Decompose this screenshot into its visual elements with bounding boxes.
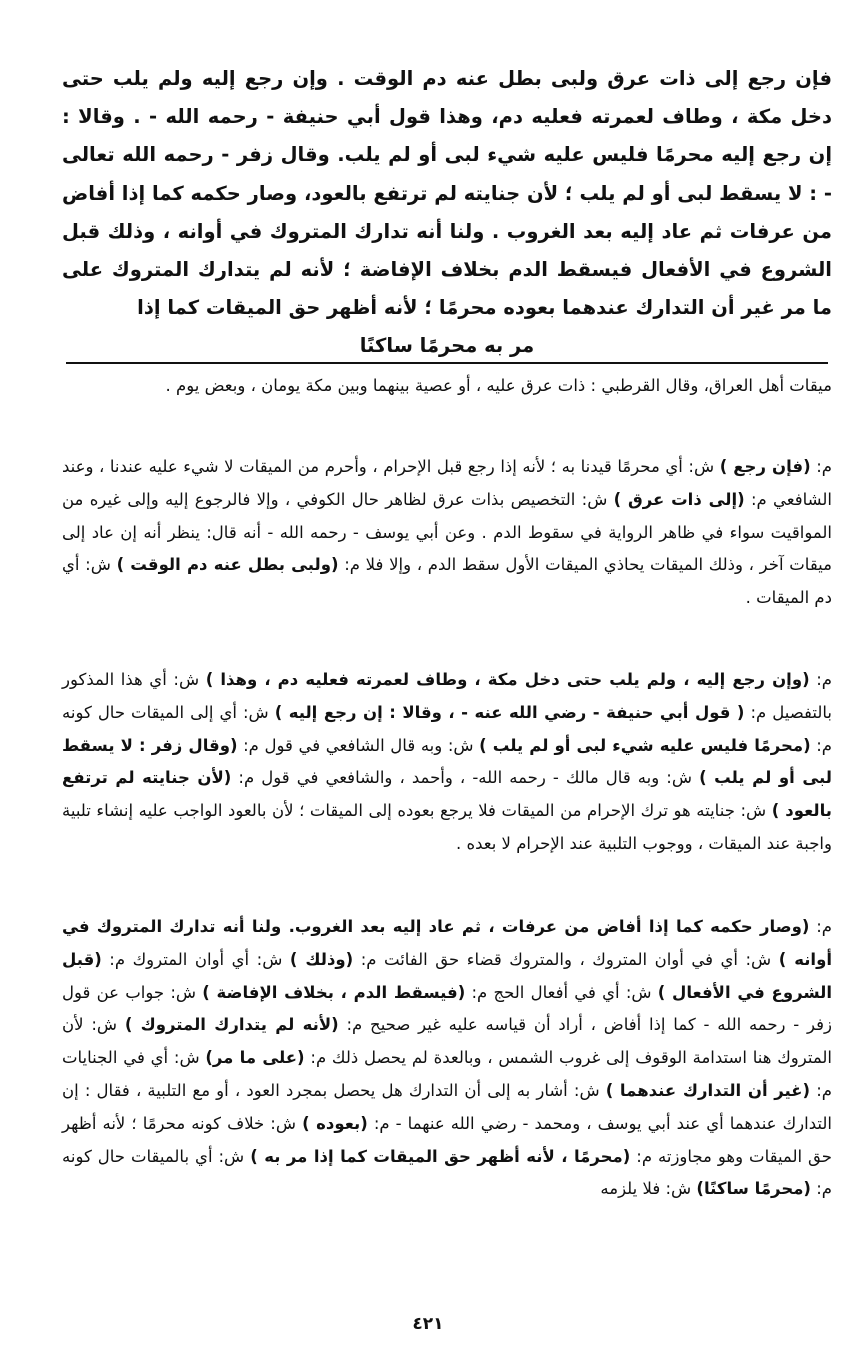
quoted-matn-text: (قبل الشروع في الأفعال ) [62, 949, 832, 1002]
commentary-text: ش: أي محرمًا قيدنا به ؛ لأنه إذا رجع قبل الإحرام ، وأحرم من الميقات لا شيء عليه عندنا ، وعند الشافعي م: [62, 457, 832, 509]
quoted-matn-text: ( قول أبي حنيفة - رضي الله عنه - ، وقالا : إن رجع إليه ) [274, 702, 745, 722]
commentary-text: ش: وبه قال الشافعي في قول م: [237, 735, 480, 755]
quoted-matn-text: (وذلك ) [289, 949, 354, 969]
page-number: ٤٢١ [412, 1314, 444, 1334]
quoted-matn-text: (محرمًا فليس عليه شيء لبى أو لم يلب ) [479, 735, 811, 755]
quoted-matn-text: (وإن رجع إليه ، ولم يلب حتى دخل مكة ، وطاف لعمرته فعليه دم ، وهذا ) [205, 670, 810, 689]
commentary-text: م: [809, 917, 832, 936]
commentary-text: ش: فلا يلزمه [600, 1179, 697, 1199]
commentary-text: ش: خلاف كونه محرمًا ؛ لأنه أظهر حق الميقات وهو مجاوزته م: [62, 1113, 833, 1166]
commentary-text: ش: أي في أفعال الحج م: [465, 982, 658, 1002]
footnote-divider [66, 362, 828, 364]
commentary-text: ش: أي بالميقات حال كونه م: [62, 1146, 832, 1199]
main-text-last-line: مر به محرمًا ساكنًا [359, 334, 535, 358]
quoted-matn-text: (ولبى بطل عنه دم الوقت ) [116, 555, 339, 575]
commentary-paragraph [62, 370, 832, 403]
commentary-text: ش: أي إلى الميقات حال كونه م: [62, 702, 832, 755]
commentary-text: ش: أي دم الميقات . [62, 555, 832, 608]
main-text-body: فإن رجع إلى ذات عرق ولبى بطل عنه دم الوقت . وإن رجع إليه ولم يلب حتى دخل مكة ، وطاف لعمرته فعليه دم، وهذا قول أبي حنيفة - رحمه الله - . وقالا : إن رجع إليه محرمًا فليس عليه شيء لبى أو لم يلب. وقال زفر - رحمه الله تعالى - : لا يسقط لبى أو لم يلب ؛ لأن جنايته لم ترتفع بالعود، وصار حكمه كما إذا أفاض من عرفات ثم عاد إليه بعد الغروب . ولنا أنه تدارك المتروك في أوانه ، وذلك قبل الشروع في الأفعال فيسقط الدم بخلاف الإفاضة ؛ لأنه لم يتدارك المتروك على ما مر غير أن التدارك عندهما بعوده محرمًا ؛ لأنه أظهر حق الميقات كما إذا [62, 67, 832, 320]
commentary-text: ش: لأن المتروك هنا استدامة الوقوف إلى غروب الشمس ، وبالعدة لم يحصل ذلك م: [62, 1015, 832, 1068]
commentary-text: ش: وبه قال مالك - رحمه الله- ، وأحمد ، والشافعي في قول م: [231, 768, 700, 788]
quoted-matn-text: (على ما مر) [205, 1048, 305, 1068]
commentary-text: ش: جواب عن قول زفر - رحمه الله - كما إذا أفاض ، أراد أن قياسه عليه غير صحيح م: [62, 982, 833, 1035]
commentary-text: م: [809, 670, 832, 689]
commentary-paragraph [62, 451, 832, 615]
quoted-matn-text: (فيسقط الدم ، بخلاف الإفاضة ) [202, 982, 466, 1002]
quoted-matn-text: (محرمًا ، لأنه أظهر حق الميقات كما إذا مر به ) [250, 1146, 631, 1166]
quoted-matn-text: (لأن جنايته لم ترتفع بالعود ) [62, 768, 832, 821]
commentary-text: ش: أشار به إلى أن التدارك هل يحصل بمجرد العود ، أو مع التلبية ، فقال : إن التدارك عندهما أي عند أبي يوسف ، ومحمد - رضي الله عنهما - م: [62, 1080, 832, 1133]
commentary-paragraph [62, 664, 832, 861]
commentary-text: م: [810, 457, 832, 476]
quoted-matn-text: (إلى ذات عرق ) [613, 489, 745, 509]
quoted-matn-text: (وصار حكمه كما إذا أفاض من عرفات ، ثم عاد إليه بعد الغروب. ولنا أنه تدارك المتروك في أوانه ) [62, 917, 832, 969]
commentary-text: ش: أي في الجنايات م: [62, 1048, 832, 1100]
quoted-matn-text: (بعوده ) [302, 1113, 368, 1133]
quoted-matn-text: (فإن رجع ) [719, 457, 811, 476]
main-text [62, 60, 832, 366]
commentary-text: ش: أي هذا المذكور بالتفصيل م: [62, 670, 832, 722]
quoted-matn-text: (غير أن التدارك عندهما ) [605, 1080, 811, 1100]
quoted-matn-text: (محرمًا ساكنًا) [696, 1179, 811, 1199]
quoted-matn-text: (وقال زفر : لا يسقط لبى أو لم يلب ) [62, 735, 832, 788]
commentary-text: ش: جنايته هو ترك الإحرام من الميقات فلا يرجع بعوده إلى الميقات ؛ لأن بالعود الواجب عليه إنشاء تلبية واجبة عند الميقات ، ووجوب التلبية عند الإحرام لا بعده . [62, 801, 832, 853]
commentary-text: ش: أي أوان المتروك م: [101, 949, 290, 969]
commentary-text: ش: التخصيص بذات عرق لظاهر حال الكوفي ، وإلا فالرجوع إليه وإلى غيره من المواقيت سواء في ظاهر الرواية في سقوط الدم . وعن أبي يوسف - رحمه الله - أنه قال: ينظر أنه إن عاد إلى ميقات آخر ، وذلك الميقات يحاذي الميقات الأول سقط الدم ، وإلا فلا م: [62, 489, 832, 575]
commentary-paragraph [62, 911, 832, 1206]
quoted-matn-text: (لأنه لم يتدارك المتروك ) [124, 1015, 339, 1035]
commentary-text: ميقات أهل العراق، وقال القرطبي : ذات عرق عليه ، أو عصية بينهما وبين مكة يومان ، وبعض يوم . [165, 376, 832, 395]
commentary-text: ش: أي في أوان المتروك ، والمتروك قضاء حق الفائت م: [353, 949, 779, 969]
